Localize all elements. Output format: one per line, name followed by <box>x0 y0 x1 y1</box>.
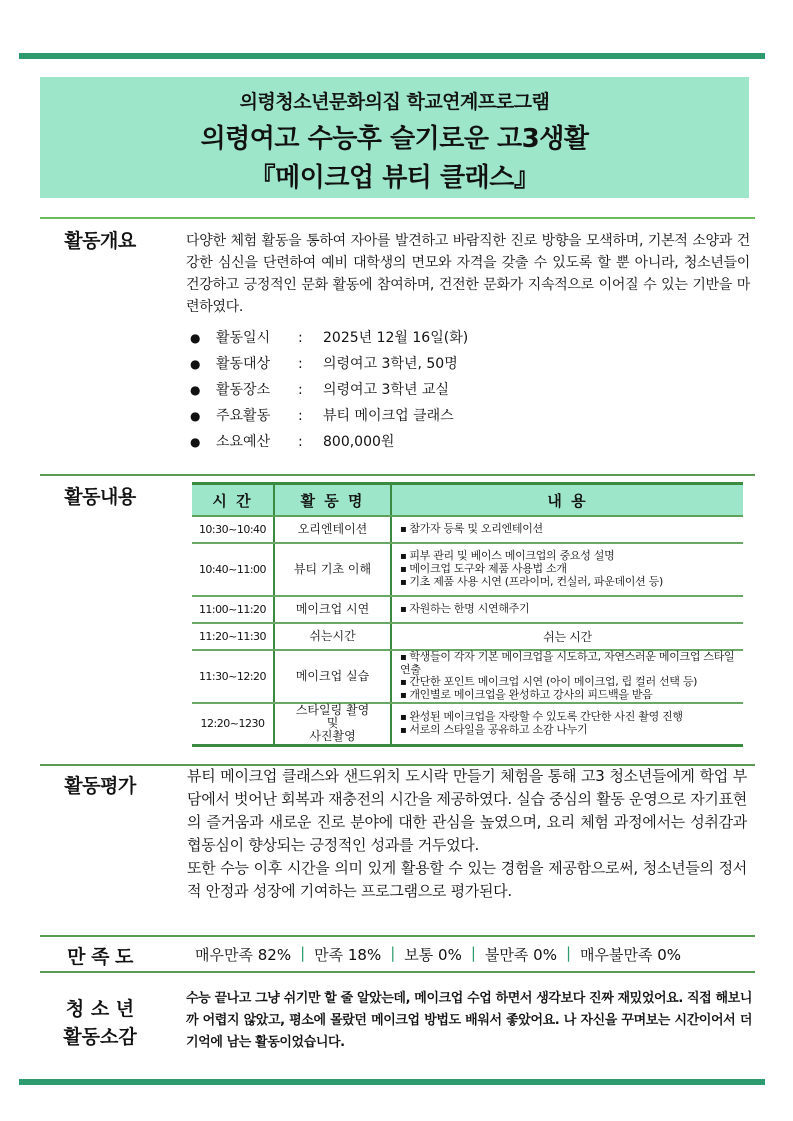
overview-info-list <box>190 325 468 455</box>
class-title: 『메이크업 뷰티 클래스』 <box>249 163 540 193</box>
list-item: ● 활동일시 : 2025년 12월 16일(화) <box>190 325 468 351</box>
table-row: 10:30~10:40 오리엔테이션 ▪ 참가자 등록 및 오리엔테이션 <box>192 516 743 543</box>
bullet-icon: ● <box>190 409 201 423</box>
section-divider <box>40 474 755 476</box>
bullet-icon: ● <box>190 331 201 345</box>
table-row: 11:00~11:20 메이크업 시연 ▪ 자원하는 한명 시연해주기 <box>192 596 743 623</box>
table-row: 11:30~12:20 메이크업 실습 ▪ 학생들이 각자 기본 메이크업을 시도하고, 자연스러운 메이크업 스타일 연출 ▪ 간단한 포인트 메이크업 시연 (아이 메이크업, 립 컬러 선택 등) ▪ 개인별로 메이크업을 완성하고 강사의 피드백을 받음 <box>192 650 743 703</box>
bottom-accent-bar <box>19 1079 765 1085</box>
schedule-table <box>192 482 743 747</box>
header-name: 활 동 명 <box>274 484 391 517</box>
satisfaction-label: 만 족 도 <box>67 946 133 968</box>
list-item: ● 주요활동 : 뷰티 메이크업 클래스 <box>190 403 468 429</box>
evaluation-label: 활동평가 <box>64 775 136 797</box>
list-item: ● 활동장소 : 의령여고 3학년 교실 <box>190 377 468 403</box>
overview-label: 활동개요 <box>64 230 136 252</box>
top-accent-bar <box>19 53 765 59</box>
table-row: 10:40~11:00 뷰티 기초 이해 ▪ 피부 관리 및 베이스 메이크업의 중요성 설명 ▪ 메이크업 도구와 제품 사용법 소개 ▪ 기초 제품 사용 시연 (프라이머, 컨실러, 파운데이션 등) <box>192 543 743 596</box>
satisfaction-item: 보통 0% <box>404 946 462 964</box>
list-item: ● 소요예산 : 800,000원 <box>190 429 468 455</box>
header-time: 시 간 <box>192 484 274 517</box>
evaluation-paragraph: 뷰티 메이크업 클래스와 샌드위치 도시락 만들기 체험을 통해 고3 청소년들에게 학업 부담에서 벗어난 회복과 재충전의 시간을 제공하였다. 실습 중심의 활동 운영으로 자기표현의 즐거움과 새로운 진로 분야에 대한 관심을 높였으며, 요리 체험 과정에서는 성취감과 협동심이 향상되는 긍정적인 성과를 거두었다. 또한 수능 이후 시간을 의미 있게 활용할 수 있는 경험을 제공함으로써, 청소년들의 정서적 안정과 성장에 기여하는 프로그램으로 평가된다. <box>187 767 747 900</box>
header-content: 내 용 <box>391 484 743 517</box>
section-divider <box>40 971 755 973</box>
table-row: 12:20~1230 스타일링 촬영 및 사진촬영 ▪ 완성된 메이크업을 자랑할 수 있도록 간단한 사진 촬영 진행 ▪ 서로의 스타일을 공유하고 소감 나누기 <box>192 703 743 745</box>
separator: | <box>300 944 306 962</box>
satisfaction-item: 만족 18% <box>314 946 382 964</box>
section-divider <box>40 935 755 937</box>
separator: | <box>470 944 476 962</box>
satisfaction-item: 불만족 0% <box>484 946 557 964</box>
overview-paragraph: 다양한 체험 활동을 통하여 자아를 발견하고 바람직한 진로 방향을 모색하며, 기본적 소양과 건강한 심신을 단련하여 예비 대학생의 면모와 자격을 갖출 수 있도록 할 뿐 아니라, 청소년들이 건강하고 긍정적인 문화 활동에 참여하며, 건전한 문화가 지속적으로 이어질 수 있는 기반을 마련하였다. <box>186 233 750 315</box>
title-banner <box>40 77 749 198</box>
content-label: 활동내용 <box>64 486 136 508</box>
youth-review-text: 수능 끝나고 그냥 쉬기만 할 줄 알았는데, 메이크업 수업 하면서 생각보다 진짜 재밌었어요. 직접 해보니까 어렵지 않았고, 평소에 몰랐던 메이크업 방법도 배워서 좋았어요. 나 자신을 꾸며보는 시간이어서 더 기억에 남는 활동이었습니다. <box>186 991 752 1050</box>
separator: | <box>390 944 396 962</box>
satisfaction-results <box>195 944 681 965</box>
table-row: 11:20~11:30 쉬는시간 쉬는 시간 <box>192 623 743 650</box>
bullet-icon: ● <box>190 435 201 449</box>
list-item: ● 활동대상 : 의령여고 3학년, 50명 <box>190 351 468 377</box>
section-divider <box>40 217 755 219</box>
bullet-icon: ● <box>190 357 201 371</box>
program-title: 의령여고 수능후 슬기로운 고3생활 <box>200 124 589 154</box>
satisfaction-item: 매우불만족 0% <box>580 946 682 964</box>
review-label: 청 소 년 활동소감 <box>63 998 137 1048</box>
table-header-row <box>192 484 743 517</box>
program-subtitle: 의령청소년문화의집 학교연계프로그램 <box>239 91 550 113</box>
separator: | <box>565 944 572 962</box>
satisfaction-item: 매우만족 82% <box>195 946 292 964</box>
bullet-icon: ● <box>190 383 201 397</box>
